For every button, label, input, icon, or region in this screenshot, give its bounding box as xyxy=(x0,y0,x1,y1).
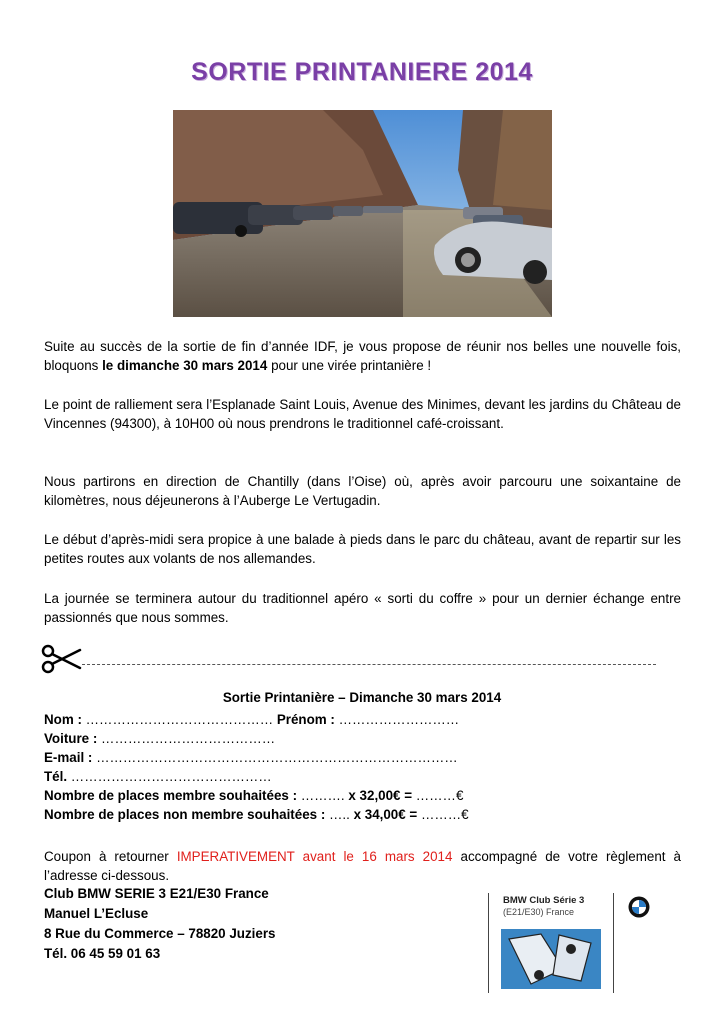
club-logo xyxy=(488,893,658,993)
scissors-icon xyxy=(40,642,82,676)
meeting-point-paragraph: Le point de ralliement sera l’Esplanade Saint Louis, Avenue des Minimes, devant les jardins du Château de Vincennes (94300), à 10H00 où nous prendrons le traditionnel café-croissant. xyxy=(44,397,681,431)
page-title: SORTIE PRINTANIERE 2014 xyxy=(191,58,533,86)
name-field[interactable]: Nom : …………………………………… Prénom : ……………………… xyxy=(44,712,460,727)
bmw-roundel-icon xyxy=(628,896,650,918)
event-date: le dimanche 30 mars 2014 xyxy=(102,358,268,373)
cut-line xyxy=(82,664,656,665)
non-member-seats-field[interactable]: Nombre de places non membre souhaitées : ….. x 34,00€ = ………€ xyxy=(44,807,469,822)
phone-field[interactable]: Tél. ……………………………………… xyxy=(44,769,272,784)
club-logo-frame: BMW Club Série 3 (E21/E30) France xyxy=(488,893,614,993)
email-field[interactable]: E-mail : ……………………………………………………………………… xyxy=(44,750,458,765)
event-photo xyxy=(173,110,552,317)
car-drawing-icon xyxy=(501,929,601,989)
mailing-address: Club BMW SERIE 3 E21/E30 France Manuel L’Ecluse 8 Rue du Commerce – 78820 Juziers Tél. 06 45 59 01 63 xyxy=(44,886,276,961)
route-paragraph: Nous partirons en direction de Chantilly (dans l’Oise) où, après avoir parcouru une soixantaine de kilomètres, nous déjeunerons à l’Auberge Le Vertugadin. xyxy=(44,474,681,508)
closing-paragraph: La journée se terminera autour du traditionnel apéro « sorti du coffre » pour un dernier échange entre passionnés que nous sommes. xyxy=(44,591,681,625)
car-field[interactable]: Voiture : ………………………………… xyxy=(44,731,276,746)
deadline-highlight: IMPERATIVEMENT avant le 16 mars 2014 xyxy=(176,849,453,864)
intro-paragraph: Suite au succès de la sortie de fin d’année IDF, je vous propose de réunir nos belles une nouvelle fois, bloquons le dimanche 30 mars 2014 pour une virée printanière ! xyxy=(44,339,681,373)
afternoon-paragraph: Le début d’après-midi sera propice à une balade à pieds dans le parc du château, avant de repartir sur les petites routes aux volants de nos allemandes. xyxy=(44,532,681,566)
coupon-instructions: Coupon à retourner IMPERATIVEMENT avant le 16 mars 2014 accompagné de votre règlement à l’adresse ci-dessous. xyxy=(44,849,681,883)
form-title: Sortie Printanière – Dimanche 30 mars 2014 xyxy=(222,690,502,705)
member-seats-field[interactable]: Nombre de places membre souhaitées : ………. x 32,00€ = ………€ xyxy=(44,788,464,803)
